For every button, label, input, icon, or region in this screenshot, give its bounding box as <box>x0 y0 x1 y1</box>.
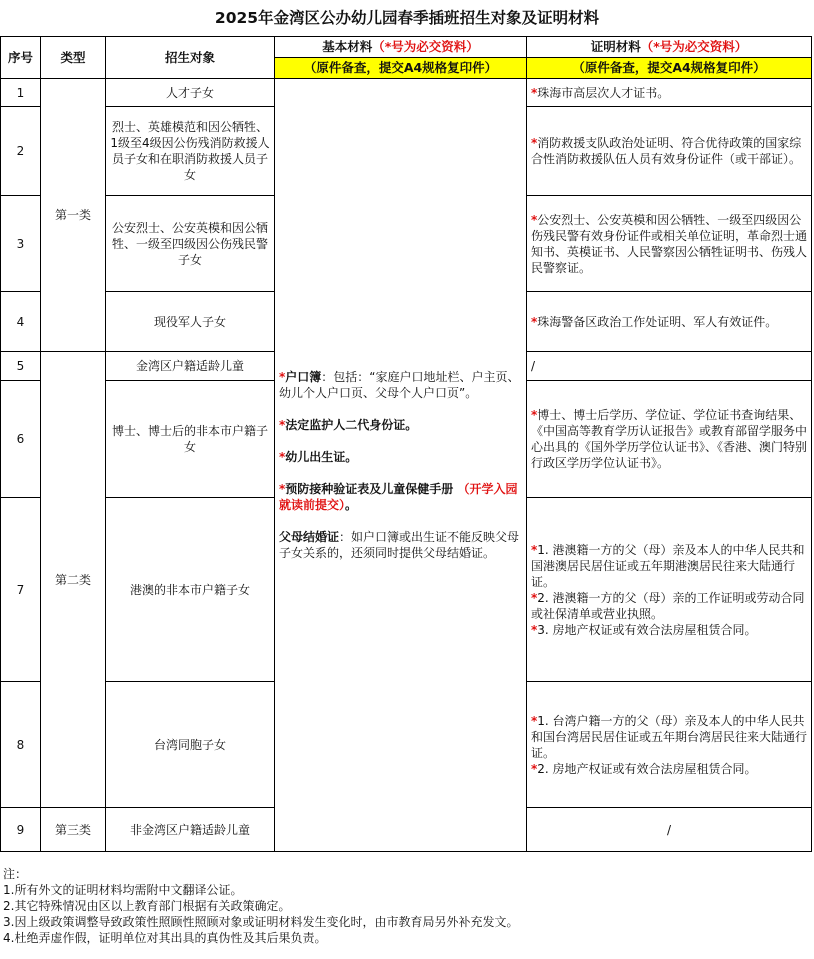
birth-cert-item: 幼儿出生证。 <box>285 450 358 464</box>
target-cell: 公安烈士、公安英模和因公牺牲、一级至四级因公伤残民警子女 <box>106 196 275 292</box>
proof-text: 博士、博士后学历、学位证、学位证书查询结果、《中国高等教育学历认证报告》或教育部留学服务中心出具的《国外学历学位认证书》、《香港、澳门特别行政区学历学位认证书》。 <box>531 408 808 470</box>
required-star: * <box>531 314 538 329</box>
proof-item: 1. 港澳籍一方的父（母）亲及本人的中华人民共和国港澳居民居住证或五年期港澳居民往来大陆通行证。 <box>531 542 805 589</box>
required-star: * <box>531 761 538 776</box>
header-target: 招生对象 <box>106 37 275 79</box>
required-star: * <box>531 542 538 557</box>
row-number: 3 <box>1 196 41 292</box>
required-star: * <box>531 590 538 605</box>
note-item: 4.杜绝弄虚作假，证明单位对其出具的真伪性及其后果负责。 <box>3 931 327 945</box>
proof-cell <box>527 196 812 292</box>
required-star: * <box>531 713 538 728</box>
row-number: 8 <box>1 682 41 808</box>
proof-item: 3. 房地产权证或有效合法房屋租赁合同。 <box>537 622 757 637</box>
header-proof-title: 证明材料 <box>590 39 641 54</box>
hukou-text: ：包括：“家庭户口地址栏、户主页、幼儿个人户口页、父母个人户口页”。 <box>279 370 520 400</box>
header-basic-title: 基本材料 <box>322 39 373 54</box>
vaccine-note: （开学入园就读前提交） <box>279 482 518 512</box>
target-cell: 博士、博士后的非本市户籍子女 <box>106 381 275 498</box>
proof-item: 2. 港澳籍一方的父（母）亲的工作证明或劳动合同或社保清单或营业执照。 <box>531 590 805 621</box>
vaccine-end: 。 <box>345 498 358 512</box>
target-cell: 港澳的非本市户籍子女 <box>106 498 275 682</box>
required-star: * <box>531 136 538 150</box>
proof-text: 珠海警备区政治工作处证明、军人有效证件。 <box>537 314 778 329</box>
basic-materials-cell <box>275 79 527 852</box>
category-second: 第二类 <box>41 352 106 808</box>
header-proof <box>527 37 812 58</box>
target-cell: 人才子女 <box>106 79 275 107</box>
proof-item: 2. 房地产权证或有效合法房屋租赁合同。 <box>537 761 757 776</box>
marriage-label: 父母结婚证 <box>279 530 340 544</box>
header-proof-sub: （原件备查，提交A4规格复印件） <box>527 58 812 79</box>
proof-cell <box>527 292 812 352</box>
required-star: * <box>279 482 286 496</box>
proof-cell <box>527 682 812 808</box>
row-number: 7 <box>1 498 41 682</box>
id-card-item: 法定监护人二代身份证。 <box>285 418 418 432</box>
vaccine-item: 预防接种验证表及儿童保健手册 <box>285 482 454 496</box>
marriage-text: ：如户口簿或出生证不能反映父母子女关系的，还须同时提供父母结婚证。 <box>279 530 520 560</box>
note-item: 2.其它特殊情况由区以上教育部门根据有关政策确定。 <box>3 899 291 913</box>
target-cell: 台湾同胞子女 <box>106 682 275 808</box>
required-star: * <box>531 408 538 422</box>
required-star: * <box>279 450 286 464</box>
note-item: 1.所有外文的证明材料均需附中文翻译公证。 <box>3 883 243 897</box>
required-star: * <box>531 622 538 637</box>
proof-cell <box>527 381 812 498</box>
proof-cell <box>527 79 812 107</box>
proof-cell <box>527 107 812 196</box>
row-number: 1 <box>1 79 41 107</box>
proof-text: 珠海市高层次人才证书。 <box>537 85 670 100</box>
target-cell: 非金湾区户籍适龄儿童 <box>106 808 275 852</box>
header-basic-note: （*号为必交资料） <box>372 39 479 54</box>
proof-item: 1. 台湾户籍一方的父（母）亲及本人的中华人民共和国台湾居民居住证或五年期台湾居民往来大陆通行证。 <box>531 713 808 760</box>
hukou-label: 户口簿 <box>285 370 322 384</box>
header-basic-sub: （原件备查，提交A4规格复印件） <box>275 58 527 79</box>
note-item: 3.因上级政策调整导致政策性照顾性照顾对象或证明材料发生变化时，由市教育局另外补充发文。 <box>3 915 519 929</box>
target-cell: 烈士、英雄模范和因公牺牲、1级至4级因公伤残消防救援人员子女和在职消防救援人员子女 <box>106 107 275 196</box>
category-first: 第一类 <box>41 79 106 352</box>
row-number: 2 <box>1 107 41 196</box>
enrollment-table <box>0 36 812 852</box>
row-number: 6 <box>1 381 41 498</box>
required-star: * <box>531 85 538 100</box>
header-seq: 序号 <box>1 37 41 79</box>
proof-text: 消防救援支队政治处证明、符合优待政策的国家综合性消防救援队伍人员有效身份证件（或干部证）。 <box>531 136 802 166</box>
header-basic <box>275 37 527 58</box>
target-cell: 现役军人子女 <box>106 292 275 352</box>
proof-text: 公安烈士、公安英模和因公牺牲、一级至四级因公伤残民警有效身份证件或相关单位证明，革命烈士通知书、英模证书、人民警察因公牺牲证明书、伤残人民警察证。 <box>531 212 808 275</box>
proof-cell: / <box>527 352 812 381</box>
required-star: * <box>279 418 286 432</box>
table-row <box>1 79 812 107</box>
notes-heading: 注： <box>3 867 28 881</box>
category-third: 第三类 <box>41 808 106 852</box>
row-number: 4 <box>1 292 41 352</box>
proof-cell <box>527 498 812 682</box>
target-cell: 金湾区户籍适龄儿童 <box>106 352 275 381</box>
header-proof-note: （*号为必交资料） <box>640 39 748 54</box>
header-type: 类型 <box>41 37 106 79</box>
required-star: * <box>531 212 538 227</box>
proof-cell: / <box>527 808 812 852</box>
page-title: 2025年金湾区公办幼儿园春季插班招生对象及证明材料 <box>214 9 600 27</box>
required-star: * <box>279 370 286 384</box>
row-number: 9 <box>1 808 41 852</box>
row-number: 5 <box>1 352 41 381</box>
notes <box>3 866 811 946</box>
